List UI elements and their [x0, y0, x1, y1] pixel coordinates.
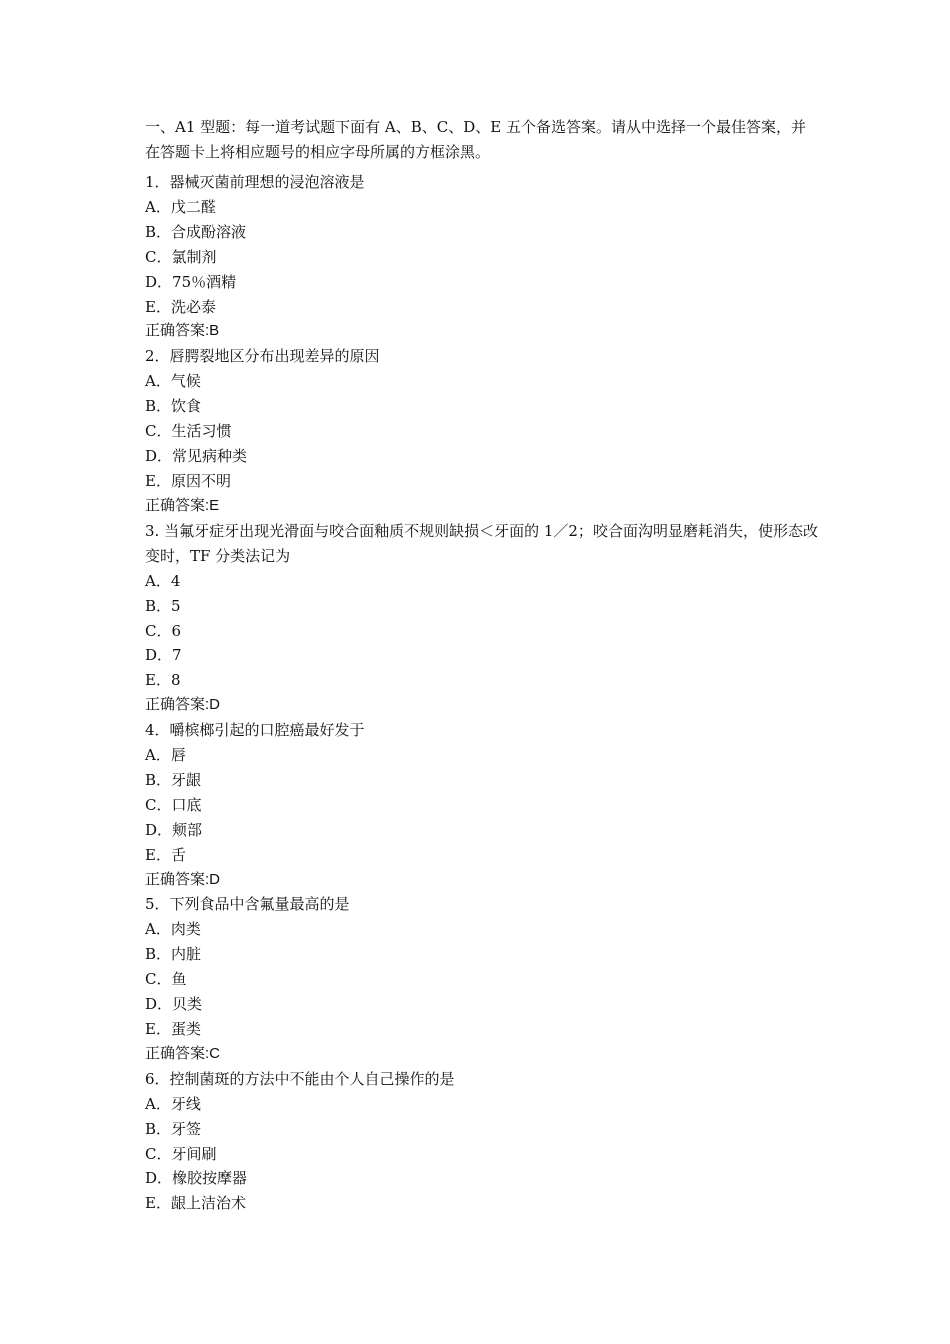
answer-option: C．鱼	[145, 970, 187, 989]
answer-option: B．5	[145, 596, 181, 615]
answer-option: B．内脏	[145, 945, 202, 964]
answer-option: E．原因不明	[145, 471, 231, 490]
question-stem: 1．器械灭菌前理想的浸泡溶液是	[145, 173, 365, 191]
answer-option: C．牙间刷	[145, 1144, 217, 1163]
question-block	[145, 170, 820, 344]
question-stem: 2．唇腭裂地区分布出现差异的原因	[145, 347, 380, 366]
answer-option: C．氯制剂	[145, 247, 217, 266]
answer-option: A．肉类	[145, 920, 201, 939]
question-block	[145, 1067, 820, 1216]
question-stem: 4．嚼槟榔引起的口腔癌最好发于	[145, 721, 365, 740]
answer-option: D．75％酒精	[145, 272, 237, 291]
answer-option: D．橡胶按摩器	[145, 1169, 248, 1188]
answer-option: E．蛋类	[145, 1020, 201, 1038]
answer-option: D．贝类	[145, 995, 203, 1014]
answer-option: A．气候	[145, 372, 201, 391]
answer-option: B．饮食	[145, 397, 202, 416]
question-stem: 5．下列食品中含氟量最高的是	[145, 895, 350, 914]
answer-option: C．6	[145, 621, 182, 640]
correct-answer: 正确答案:D	[145, 870, 221, 888]
question-block	[145, 519, 820, 718]
answer-option: E．8	[145, 671, 181, 690]
section-intro: 一、A1 型题：每一道考试题下面有 A、B、C、D、E 五个备选答案。请从中选择一个最佳答案，并在答题卡上将相应题号的相应字母所属的方框涂黑。	[145, 118, 806, 161]
answer-option: B．合成酚溶液	[145, 222, 247, 241]
answer-option: A．戊二醛	[145, 197, 216, 216]
question-block	[145, 344, 820, 518]
answer-option: B．牙龈	[145, 770, 202, 789]
question-stem: 6．控制菌斑的方法中不能由个人自己操作的是	[145, 1069, 455, 1088]
question-list	[145, 170, 820, 1216]
question-block	[145, 892, 820, 1066]
correct-answer: 正确答案:B	[145, 322, 220, 340]
answer-option: D．常见病种类	[145, 446, 248, 465]
answer-option: A．4	[145, 571, 181, 590]
answer-option: E．洗必泰	[145, 297, 216, 316]
answer-option: D．7	[145, 646, 182, 665]
answer-option: C．生活习惯	[145, 422, 232, 441]
correct-answer: 正确答案:E	[145, 496, 220, 514]
question-block	[145, 718, 820, 892]
answer-option: A．唇	[145, 746, 186, 765]
answer-option: D．颊部	[145, 820, 203, 839]
answer-option: B．牙签	[145, 1119, 202, 1138]
answer-option: E．舌	[145, 845, 186, 864]
correct-answer: 正确答案:D	[145, 696, 221, 714]
correct-answer: 正确答案:C	[145, 1044, 221, 1062]
answer-option: E．龈上洁治术	[145, 1194, 246, 1213]
answer-option: A．牙线	[145, 1094, 201, 1113]
question-stem: 3. 当氟牙症牙出现光滑面与咬合面釉质不规则缺损＜牙面的 1／2；咬合面沟明显磨耗消失，使形态改变时，TF 分类法记为	[145, 521, 818, 565]
answer-option: C．口底	[145, 795, 202, 814]
